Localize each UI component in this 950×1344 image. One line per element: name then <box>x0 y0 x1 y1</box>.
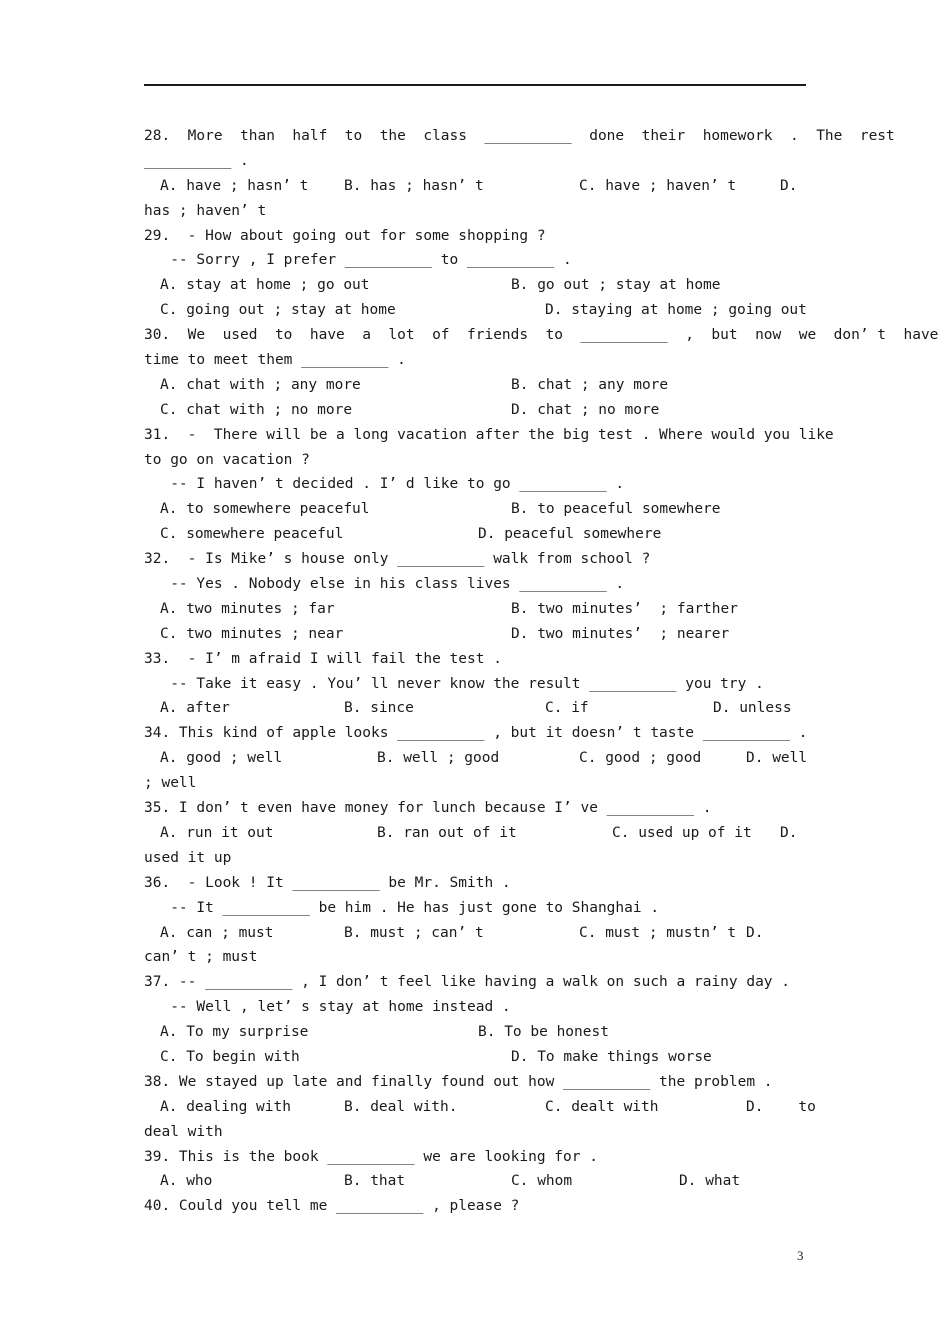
answer-option: D. unless <box>713 700 792 717</box>
answer-option: A. to somewhere peaceful <box>160 501 370 518</box>
question-line: 32. - Is Mike’ s house only __________ walk from school ? <box>144 551 651 568</box>
question-line: has ; haven’ t <box>144 202 267 219</box>
options-row <box>144 1020 806 1045</box>
answer-option: C. dealt with <box>545 1098 659 1115</box>
answer-option: C. going out ; stay at home <box>160 302 396 319</box>
question-line: -- Yes . Nobody else in his class lives __________ . <box>144 576 625 593</box>
question-line: -- I haven’ t decided . I’ d like to go __________ . <box>144 476 625 493</box>
answer-option: B. since <box>344 700 414 717</box>
options-row <box>144 273 806 298</box>
answer-option: D. staying at home ; going out <box>545 302 807 319</box>
answer-option: B. two minutes’ ; farther <box>511 600 738 617</box>
question-line: -- Well , let’ s stay at home instead . <box>144 999 511 1016</box>
options-row <box>144 1095 816 1120</box>
answer-option: B. ran out of it <box>377 824 517 841</box>
answer-option: D. two minutes’ ; nearer <box>511 625 730 642</box>
options-row <box>144 398 806 423</box>
answer-option: C. somewhere peaceful <box>160 526 344 543</box>
answer-option: C. if <box>545 700 589 717</box>
options-row <box>144 1169 806 1194</box>
question-line: 38. We stayed up late and finally found out how __________ the problem . <box>144 1073 773 1090</box>
answer-option: B. that <box>344 1173 406 1190</box>
answer-option: A. good ; well <box>160 750 283 767</box>
answer-option: A. can ; must <box>160 924 274 941</box>
question-line: ; well <box>144 775 197 792</box>
question-line: time to meet them __________ . <box>144 352 406 369</box>
options-row <box>144 298 806 323</box>
answer-option: C. have ; haven’ t <box>579 177 737 194</box>
answer-option: C. whom <box>511 1173 573 1190</box>
options-row <box>144 921 806 946</box>
answer-option: A. To my surprise <box>160 1024 309 1041</box>
answer-option: A. dealing with <box>160 1098 291 1115</box>
answer-option: C. chat with ; no more <box>160 401 353 418</box>
answer-option: C. good ; good <box>579 750 702 767</box>
answer-option: C. two minutes ; near <box>160 625 344 642</box>
answer-option: D. <box>780 824 798 841</box>
answer-option: A. after <box>160 700 230 717</box>
answer-option: A. stay at home ; go out <box>160 277 370 294</box>
question-line: 33. - I’ m afraid I will fail the test . <box>144 650 502 667</box>
answer-option: B. well ; good <box>377 750 500 767</box>
question-line: deal with <box>144 1123 223 1140</box>
question-line: 36. - Look ! It __________ be Mr. Smith . <box>144 874 511 891</box>
answer-option: B. has ; hasn’ t <box>344 177 484 194</box>
question-line: can’ t ; must <box>144 949 258 966</box>
answer-option: B. To be honest <box>478 1024 609 1041</box>
options-row <box>144 1045 806 1070</box>
answer-option: B. deal with. <box>344 1098 458 1115</box>
answer-option: A. chat with ; any more <box>160 376 361 393</box>
question-line: 29. - How about going out for some shopping ? <box>144 227 546 244</box>
answer-option: D. chat ; no more <box>511 401 660 418</box>
answer-option: B. must ; can’ t <box>344 924 484 941</box>
answer-option: C. must ; mustn’ t <box>579 924 737 941</box>
answer-option: C. used up of it <box>612 824 752 841</box>
answer-option: B. chat ; any more <box>511 376 669 393</box>
options-row <box>144 622 806 647</box>
answer-option: D. To make things worse <box>511 1048 712 1065</box>
question-line: 30. We used to have a lot of friends to __________ , but now we don’ t have <box>144 327 939 344</box>
question-line: 40. Could you tell me __________ , please ? <box>144 1198 520 1215</box>
options-row <box>144 373 806 398</box>
answer-option: A. run it out <box>160 824 274 841</box>
answer-option: A. two minutes ; far <box>160 600 335 617</box>
question-line: 37. -- __________ , I don’ t feel like having a walk on such a rainy day . <box>144 974 791 991</box>
question-list <box>144 124 939 1219</box>
question-line: __________ . <box>144 152 249 169</box>
options-row <box>144 522 806 547</box>
options-row <box>144 497 806 522</box>
question-line: 34. This kind of apple looks __________ , but it doesn’ t taste __________ . <box>144 725 808 742</box>
answer-option: D. <box>746 924 764 941</box>
options-row <box>144 174 806 199</box>
page-number: 3 <box>797 1248 804 1263</box>
options-row <box>144 597 806 622</box>
answer-option: D. well <box>746 750 808 767</box>
answer-option: A. have ; hasn’ t <box>160 177 309 194</box>
options-row <box>144 746 806 771</box>
answer-option: D. to <box>746 1098 816 1115</box>
options-row <box>144 696 806 721</box>
question-line: 31. - There will be a long vacation after the big test . Where would you like <box>144 426 834 443</box>
question-line: used it up <box>144 849 232 866</box>
question-line: to go on vacation ? <box>144 451 310 468</box>
question-line: -- Take it easy . You’ ll never know the result __________ you try . <box>144 675 764 692</box>
question-line: 39. This is the book __________ we are looking for . <box>144 1148 598 1165</box>
question-line: -- Sorry , I prefer __________ to __________ . <box>144 252 572 269</box>
answer-option: D. what <box>679 1173 741 1190</box>
question-line: 35. I don’ t even have money for lunch because I’ ve __________ . <box>144 800 712 817</box>
header-rule <box>144 84 806 86</box>
options-row <box>144 821 806 846</box>
answer-option: A. who <box>160 1173 213 1190</box>
answer-option: C. To begin with <box>160 1048 300 1065</box>
answer-option: D. peaceful somewhere <box>478 526 662 543</box>
answer-option: B. go out ; stay at home <box>511 277 721 294</box>
answer-option: B. to peaceful somewhere <box>511 501 721 518</box>
question-line: 28. More than half to the class __________ done their homework . The rest <box>144 128 895 144</box>
question-line: -- It __________ be him . He has just gone to Shanghai . <box>144 899 660 916</box>
answer-option: D. <box>780 177 798 194</box>
